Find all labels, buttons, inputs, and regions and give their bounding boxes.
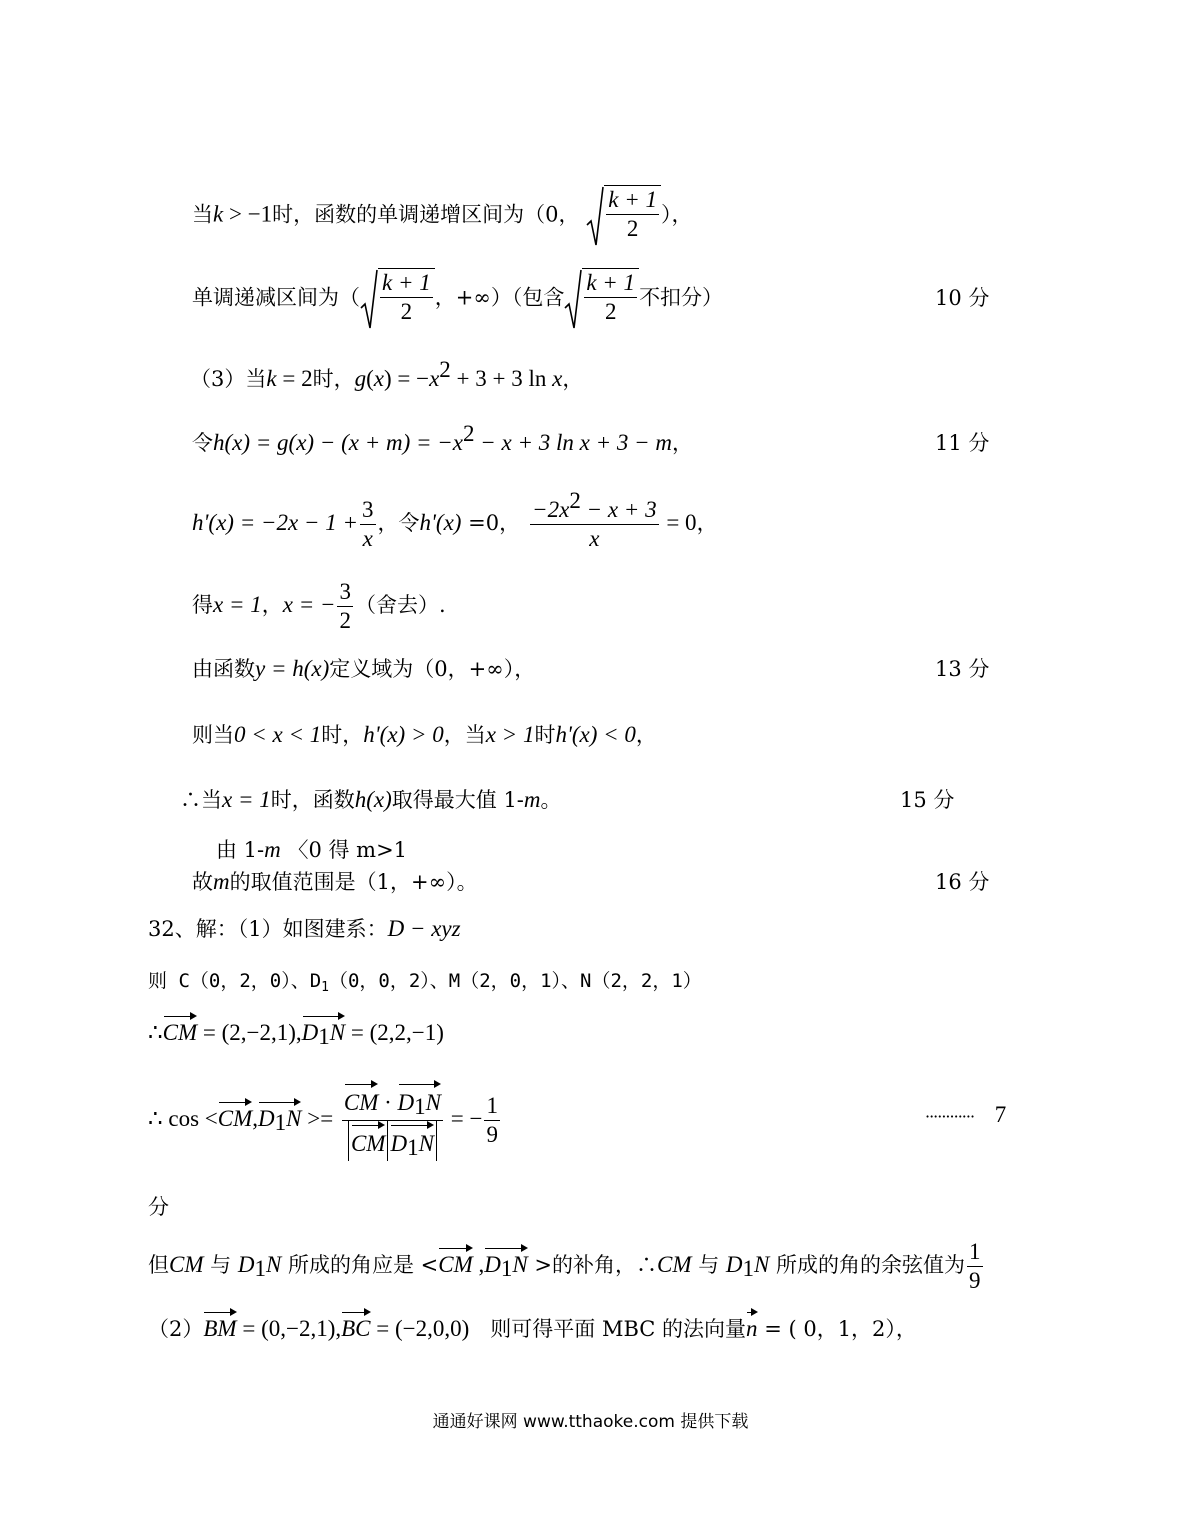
line-11 bbox=[192, 867, 478, 897]
text: 不扣分） bbox=[639, 285, 724, 310]
vector-label: N bbox=[512, 1252, 528, 1277]
denominator: 2 bbox=[339, 608, 351, 633]
footer: 通通好课网 www.tthaoke.com 提供下载 bbox=[432, 1412, 749, 1432]
text: 单调递减区间为（ bbox=[192, 285, 360, 310]
vector bbox=[484, 1244, 527, 1280]
math-expr: h'(x) = −2x − 1 + bbox=[192, 510, 358, 535]
math: ( bbox=[366, 366, 374, 391]
text: 定义域为（0，+∞）， bbox=[329, 657, 536, 681]
numerator: 3 bbox=[360, 496, 376, 525]
var-k: k bbox=[266, 366, 277, 391]
vector bbox=[302, 1012, 345, 1048]
math-expr: h'(x) bbox=[419, 510, 462, 535]
text: （0，0，2）、M（2，0，1）、N（2，2，1） bbox=[328, 970, 702, 992]
vector-label: CM bbox=[343, 1090, 379, 1115]
math: = (2,2,−1) bbox=[345, 1020, 444, 1045]
text: 时， bbox=[312, 367, 355, 391]
text: =0， bbox=[461, 511, 521, 535]
text: ∴当 bbox=[180, 788, 222, 812]
abs bbox=[348, 1121, 389, 1161]
line-18 bbox=[148, 1308, 917, 1344]
vector bbox=[344, 1080, 379, 1120]
var-x: x bbox=[373, 366, 384, 391]
sqrt bbox=[360, 268, 435, 330]
text: 取得最大值 1- bbox=[391, 788, 524, 812]
math: x = 1 bbox=[222, 787, 271, 812]
vector bbox=[163, 1012, 198, 1048]
text: ， bbox=[672, 431, 694, 455]
math: m bbox=[523, 787, 541, 812]
text: ）， bbox=[660, 202, 693, 227]
subscript: 1 bbox=[321, 980, 329, 995]
numerator: −2x bbox=[532, 497, 570, 522]
math: , bbox=[472, 1252, 485, 1277]
vector-label: D bbox=[301, 1020, 319, 1045]
math: > −1 bbox=[223, 201, 273, 227]
text: 则 C（0，2，0）、D bbox=[148, 970, 322, 992]
math: x > 1 bbox=[485, 722, 535, 747]
text: （舍去）. bbox=[354, 593, 446, 617]
line-6 bbox=[192, 578, 446, 635]
math: m bbox=[213, 869, 230, 894]
math: N bbox=[265, 1252, 282, 1277]
vector-label: CM bbox=[350, 1131, 386, 1156]
math: h(x) bbox=[354, 787, 392, 812]
subscript: 1 bbox=[500, 1256, 513, 1281]
math: h'(x) > 0 bbox=[363, 722, 444, 747]
text: ， bbox=[261, 593, 283, 617]
math: 0 < x < 1 bbox=[234, 722, 322, 747]
numerator: k + 1 bbox=[606, 186, 659, 215]
vector-label: N bbox=[425, 1090, 442, 1115]
text: 则可得平面 MBC 的法向量 bbox=[469, 1317, 747, 1341]
text: 时，函数 bbox=[270, 788, 355, 812]
vector-label: CM bbox=[217, 1106, 253, 1131]
var-x: x bbox=[552, 366, 563, 391]
text: ，+∞）（包含 bbox=[434, 285, 565, 310]
text: 。 bbox=[540, 788, 562, 812]
math: N bbox=[754, 1252, 770, 1277]
line-8 bbox=[192, 720, 657, 750]
vector bbox=[390, 1121, 433, 1161]
denominator: 2 bbox=[626, 216, 639, 241]
score-16: 16 分 bbox=[935, 870, 990, 894]
text: 当 bbox=[192, 202, 213, 227]
denominator: 2 bbox=[400, 299, 413, 324]
line-12 bbox=[148, 914, 461, 944]
score-10: 10 分 bbox=[935, 286, 990, 310]
text: 由 1- bbox=[216, 838, 265, 862]
line-7 bbox=[192, 654, 535, 684]
var-g: g bbox=[354, 366, 367, 391]
math: y = h(x) bbox=[255, 656, 330, 681]
text: 故 bbox=[192, 870, 213, 894]
fraction bbox=[967, 1238, 983, 1295]
math: = 2 bbox=[276, 366, 313, 391]
math: = 0 bbox=[660, 510, 697, 535]
vector-label: CM bbox=[162, 1020, 198, 1045]
vector-label: N bbox=[286, 1106, 302, 1131]
math: = (2,−2,1), bbox=[197, 1020, 302, 1045]
text: 但 bbox=[148, 1253, 169, 1277]
vector-label: D bbox=[484, 1252, 501, 1277]
math: CM bbox=[169, 1252, 204, 1277]
numerator: k + 1 bbox=[584, 269, 637, 298]
math: , bbox=[252, 1106, 259, 1131]
leader-dots: ············ bbox=[925, 1107, 975, 1126]
text: = ( 0，1，2）， bbox=[757, 1317, 917, 1341]
vector-label: N bbox=[418, 1131, 434, 1156]
fraction bbox=[337, 578, 353, 635]
math: = − bbox=[445, 1106, 483, 1131]
therefore: ∴ bbox=[148, 1020, 163, 1045]
vector bbox=[398, 1080, 441, 1120]
line-13 bbox=[148, 966, 702, 996]
text: 时，函数的单调递增区间为（0， bbox=[272, 202, 580, 227]
dot: · bbox=[378, 1090, 398, 1115]
math: >= bbox=[301, 1106, 334, 1131]
math: CM bbox=[657, 1252, 692, 1277]
text: （3）当 bbox=[190, 367, 267, 391]
math: ) = − bbox=[383, 366, 430, 391]
math: = (−2,0,0) bbox=[370, 1316, 470, 1341]
numerator: 1 bbox=[484, 1092, 500, 1121]
text: 与 bbox=[203, 1253, 238, 1277]
line-14 bbox=[148, 1012, 444, 1048]
subscript: 1 bbox=[254, 1256, 266, 1281]
numerator: 3 bbox=[337, 578, 353, 607]
line-1 bbox=[192, 185, 692, 247]
vector-label: N bbox=[329, 1020, 346, 1045]
score-13: 13 分 bbox=[935, 657, 990, 681]
subscript: 1 bbox=[274, 1110, 287, 1135]
vector bbox=[203, 1308, 236, 1344]
text: ， bbox=[562, 367, 584, 391]
numerator: k + 1 bbox=[380, 269, 433, 298]
denominator: 9 bbox=[969, 1268, 981, 1293]
vector-label: BM bbox=[203, 1316, 237, 1341]
math: x = − bbox=[282, 592, 336, 617]
text: >的补角，∴ bbox=[527, 1253, 658, 1277]
text: 所成的角的余弦值为 bbox=[769, 1253, 966, 1277]
line-10 bbox=[216, 835, 407, 865]
score-15: 15 分 bbox=[900, 788, 955, 812]
vector-label: CM bbox=[438, 1252, 473, 1277]
denominator: 2 bbox=[604, 299, 617, 324]
score-7 bbox=[925, 1100, 1006, 1132]
numerator: − x + 3 bbox=[580, 497, 657, 522]
score-11: 11 分 bbox=[935, 431, 990, 455]
line-2 bbox=[192, 268, 723, 330]
score-value: 7 bbox=[994, 1102, 1007, 1127]
text: 令 bbox=[192, 431, 213, 455]
subscript: 1 bbox=[414, 1094, 426, 1119]
math: h'(x) < 0 bbox=[555, 722, 636, 747]
var-x: x bbox=[429, 366, 440, 391]
subscript: 1 bbox=[318, 1024, 330, 1049]
line-4 bbox=[192, 421, 694, 458]
vector bbox=[351, 1121, 386, 1161]
vector-label: BC bbox=[341, 1316, 371, 1341]
line-17 bbox=[148, 1238, 985, 1295]
vector-label: n bbox=[746, 1316, 758, 1341]
text: （2） bbox=[148, 1317, 204, 1341]
var-k: k bbox=[213, 201, 224, 227]
subscript: 1 bbox=[742, 1256, 755, 1281]
text: 时， bbox=[321, 723, 364, 747]
line-16 bbox=[148, 1192, 169, 1222]
exponent: 2 bbox=[439, 357, 451, 382]
denominator: x bbox=[362, 526, 373, 551]
vector bbox=[341, 1308, 370, 1344]
math-expr: h(x) = g(x) − (x + m) = −x bbox=[213, 430, 464, 455]
fraction bbox=[484, 1092, 500, 1149]
abs bbox=[388, 1121, 436, 1161]
text: 与 bbox=[691, 1253, 726, 1277]
text: ， bbox=[696, 511, 718, 535]
text: ， bbox=[635, 723, 657, 747]
fraction bbox=[530, 488, 658, 553]
math: D bbox=[237, 1252, 255, 1277]
text: 分 bbox=[148, 1195, 169, 1219]
math: D − xyz bbox=[387, 916, 461, 941]
text: 的取值范围是（1，+∞）。 bbox=[229, 870, 478, 894]
math: x = 1 bbox=[213, 592, 262, 617]
math: ∴ cos < bbox=[148, 1106, 218, 1131]
sqrt bbox=[586, 185, 661, 247]
vector-label: D bbox=[258, 1106, 275, 1131]
vector-label: D bbox=[397, 1090, 415, 1115]
sqrt bbox=[564, 268, 639, 330]
vector bbox=[258, 1098, 301, 1134]
line-15 bbox=[148, 1080, 502, 1161]
text: 得 bbox=[192, 593, 213, 617]
vector bbox=[218, 1098, 253, 1134]
text: 由函数 bbox=[192, 657, 255, 681]
text: 所成的角应是 < bbox=[281, 1253, 439, 1277]
denominator: 9 bbox=[486, 1122, 498, 1147]
vector bbox=[438, 1244, 473, 1280]
math: D bbox=[725, 1252, 743, 1277]
vector bbox=[746, 1308, 758, 1344]
denominator: x bbox=[589, 526, 600, 551]
text: ，当 bbox=[443, 723, 486, 747]
math: m bbox=[264, 837, 281, 862]
numerator: 1 bbox=[967, 1238, 983, 1267]
line-5 bbox=[192, 488, 718, 553]
text: 〈0 得 m>1 bbox=[280, 838, 408, 862]
fraction bbox=[360, 496, 376, 553]
math: + 3 + 3 ln bbox=[450, 366, 553, 391]
line-9 bbox=[180, 785, 562, 815]
math-expr: − x + 3 ln x + 3 − m bbox=[474, 430, 673, 455]
subscript: 1 bbox=[407, 1135, 419, 1160]
math: = (0,−2,1), bbox=[236, 1316, 342, 1341]
exponent: 2 bbox=[463, 421, 475, 446]
text: 32、解：（1）如图建系： bbox=[148, 917, 388, 941]
text: 则当 bbox=[192, 723, 234, 747]
line-3 bbox=[190, 357, 584, 394]
text: 时 bbox=[534, 723, 556, 747]
vector-label: D bbox=[390, 1131, 408, 1156]
text: ，令 bbox=[377, 511, 420, 535]
fraction bbox=[342, 1080, 443, 1161]
exponent: 2 bbox=[569, 488, 581, 513]
